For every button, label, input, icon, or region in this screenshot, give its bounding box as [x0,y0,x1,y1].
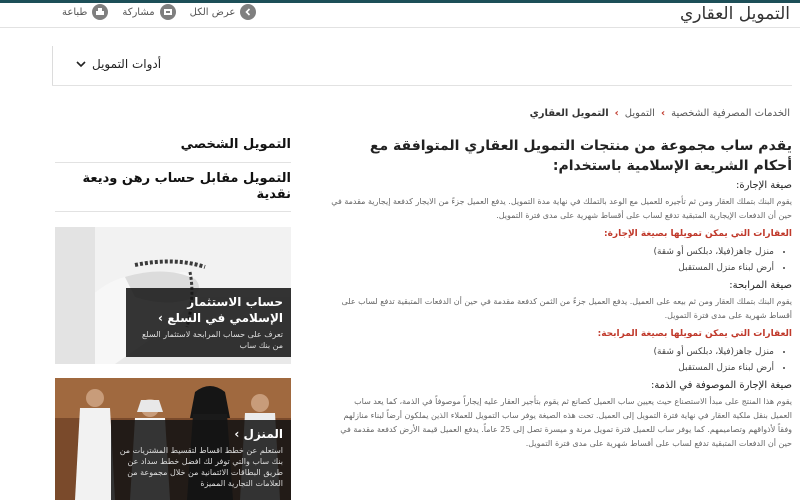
sidebar-link-deposit-finance[interactable] [55,171,291,203]
promo-card-home[interactable] [55,378,291,500]
view-all-button[interactable] [190,4,257,20]
page-actions [62,4,256,20]
main-content [330,136,792,455]
promo-card-commodity-investment[interactable] [55,227,291,364]
breadcrumb-link-financing[interactable]: التمويل [624,108,655,119]
promo-title: المنزل › [234,427,283,441]
section-title: صيغة الإجارة الموصوفة في الذمة: [650,380,792,391]
tools-divider [52,46,53,86]
chevron-left-icon: › [158,311,163,325]
section-red-heading: العقارات التي يمكن تمويلها بصيغة الإجارة: [603,229,792,239]
chevron-left-icon [240,4,256,20]
share-label: مشاركة [122,6,155,18]
section-red-heading: العقارات التي يمكن تمويلها بصيغة المرابحة: [597,329,792,339]
print-button[interactable] [62,4,108,20]
chevron-down-icon [76,57,86,71]
promo-title: حساب الاستثمار الإسلامي في السلع › [158,295,283,325]
sidebar-link-label: التمويل الشخصي [180,137,291,152]
print-icon [92,4,108,20]
finance-tools-toggle[interactable] [76,57,161,71]
share-icon [160,4,176,20]
top-accent-bar [0,0,800,3]
view-all-label: عرض الكل [189,6,236,18]
breadcrumb [530,108,790,119]
main-heading: يقدم ساب مجموعة من منتجات التمويل العقاري المتوافقة مع أحكام الشريعة الإسلامية باستخدام: [369,138,792,174]
breadcrumb-separator-icon: › [614,108,619,119]
header-divider [0,27,800,28]
section-text: يقوم البنك بتملك العقار ومن ثم بيعه على العميل. يدفع العميل جزءً من الثمن كدفعة مقدمة في حين أن الدفعات المتبقية تدفع لساب على أقساط شهرية على مدى فترة التمويل. [341,297,792,320]
sidebar-link-personal-finance[interactable] [55,137,291,153]
sidebar-link-label: التمويل مقابل حساب رهن وديعة نقدية [82,171,291,202]
section-title: صيغة المرابحة: [729,280,792,291]
breadcrumb-separator-icon: › [660,108,666,119]
breadcrumb-current: التمويل العقاري [529,108,609,119]
finance-tools-label: أدوات التمويل [92,57,162,71]
section-text: يقوم هذا المنتج على مبدأ الاستصناع حيث يعيين ساب العميل كصانع ثم يقوم بتأجير العقار عليه إيجاراً موصوفاً في الذمة، كما يعد ساب العميل بنقل ملكية العقار في نهاية فترة التمويل إلى العميل. تحت هذه الصيغة يوفر ساب التمويل للعملاء الذين يملكون أرضاً لبناء منازلهم وفقاً لأذواقهم وتصاميمهم. كما يوفر ساب للعميل فترة تمويل مرنة و ميسرة تصل إلى 25 عاماً. يدفع العميل قيمة الأرض كدفعة مقدمة في حين أن الدفعات المتبقية تدفع لساب على أقساط شهرية على مدى فترة التمويل. [340,397,792,448]
print-label: طباعة [62,6,88,18]
list-item: • منزل جاهز(فيلا، دبلكس أو شقة) [330,344,774,360]
property-list [330,344,792,376]
property-list [330,244,792,276]
list-item: • منزل جاهز(فيلا، دبلكس أو شقة) [330,244,774,260]
page-title: التمويل العقاري [679,4,790,24]
promo-caption [111,420,291,500]
promo-caption [126,288,291,357]
share-button[interactable] [122,4,175,20]
section-title: صيغة الإجارة: [735,180,792,191]
list-item: • أرض لبناء منزل المستقبل [330,260,774,276]
sidebar-divider [55,162,291,163]
section-text: يقوم البنك بتملك العقار ومن ثم تأجيره للعميل مع الوعد بالتملك في نهاية مدة التمويل. يدفع العميل جزءً من الايجار كدفعة إيجارية مقدمة في حين أن الدفعات الإيجارية المتبقية تدفع لساب على أقساط شهرية على مدى فترة التمويل. [331,197,792,220]
chevron-left-icon: › [234,427,240,441]
breadcrumb-link-personal-banking[interactable]: الخدمات المصرفية الشخصية [671,108,790,119]
sidebar-divider [55,211,291,212]
promo-description: تعرف على حساب المرابحة لاستثمار السلع من بنك ساب [142,330,283,350]
tools-bottom-divider [52,85,792,86]
list-item: • أرض لبناء منزل المستقبل [330,360,774,376]
promo-description: استعلم عن خطط اقساط لتقسيط المشتريات من بنك ساب والتي توفر لك افضل خطط سداد عن طريق البطاقات الائتمانية من خلال مجموعة من العلامات التجارية المميزة [119,446,283,488]
